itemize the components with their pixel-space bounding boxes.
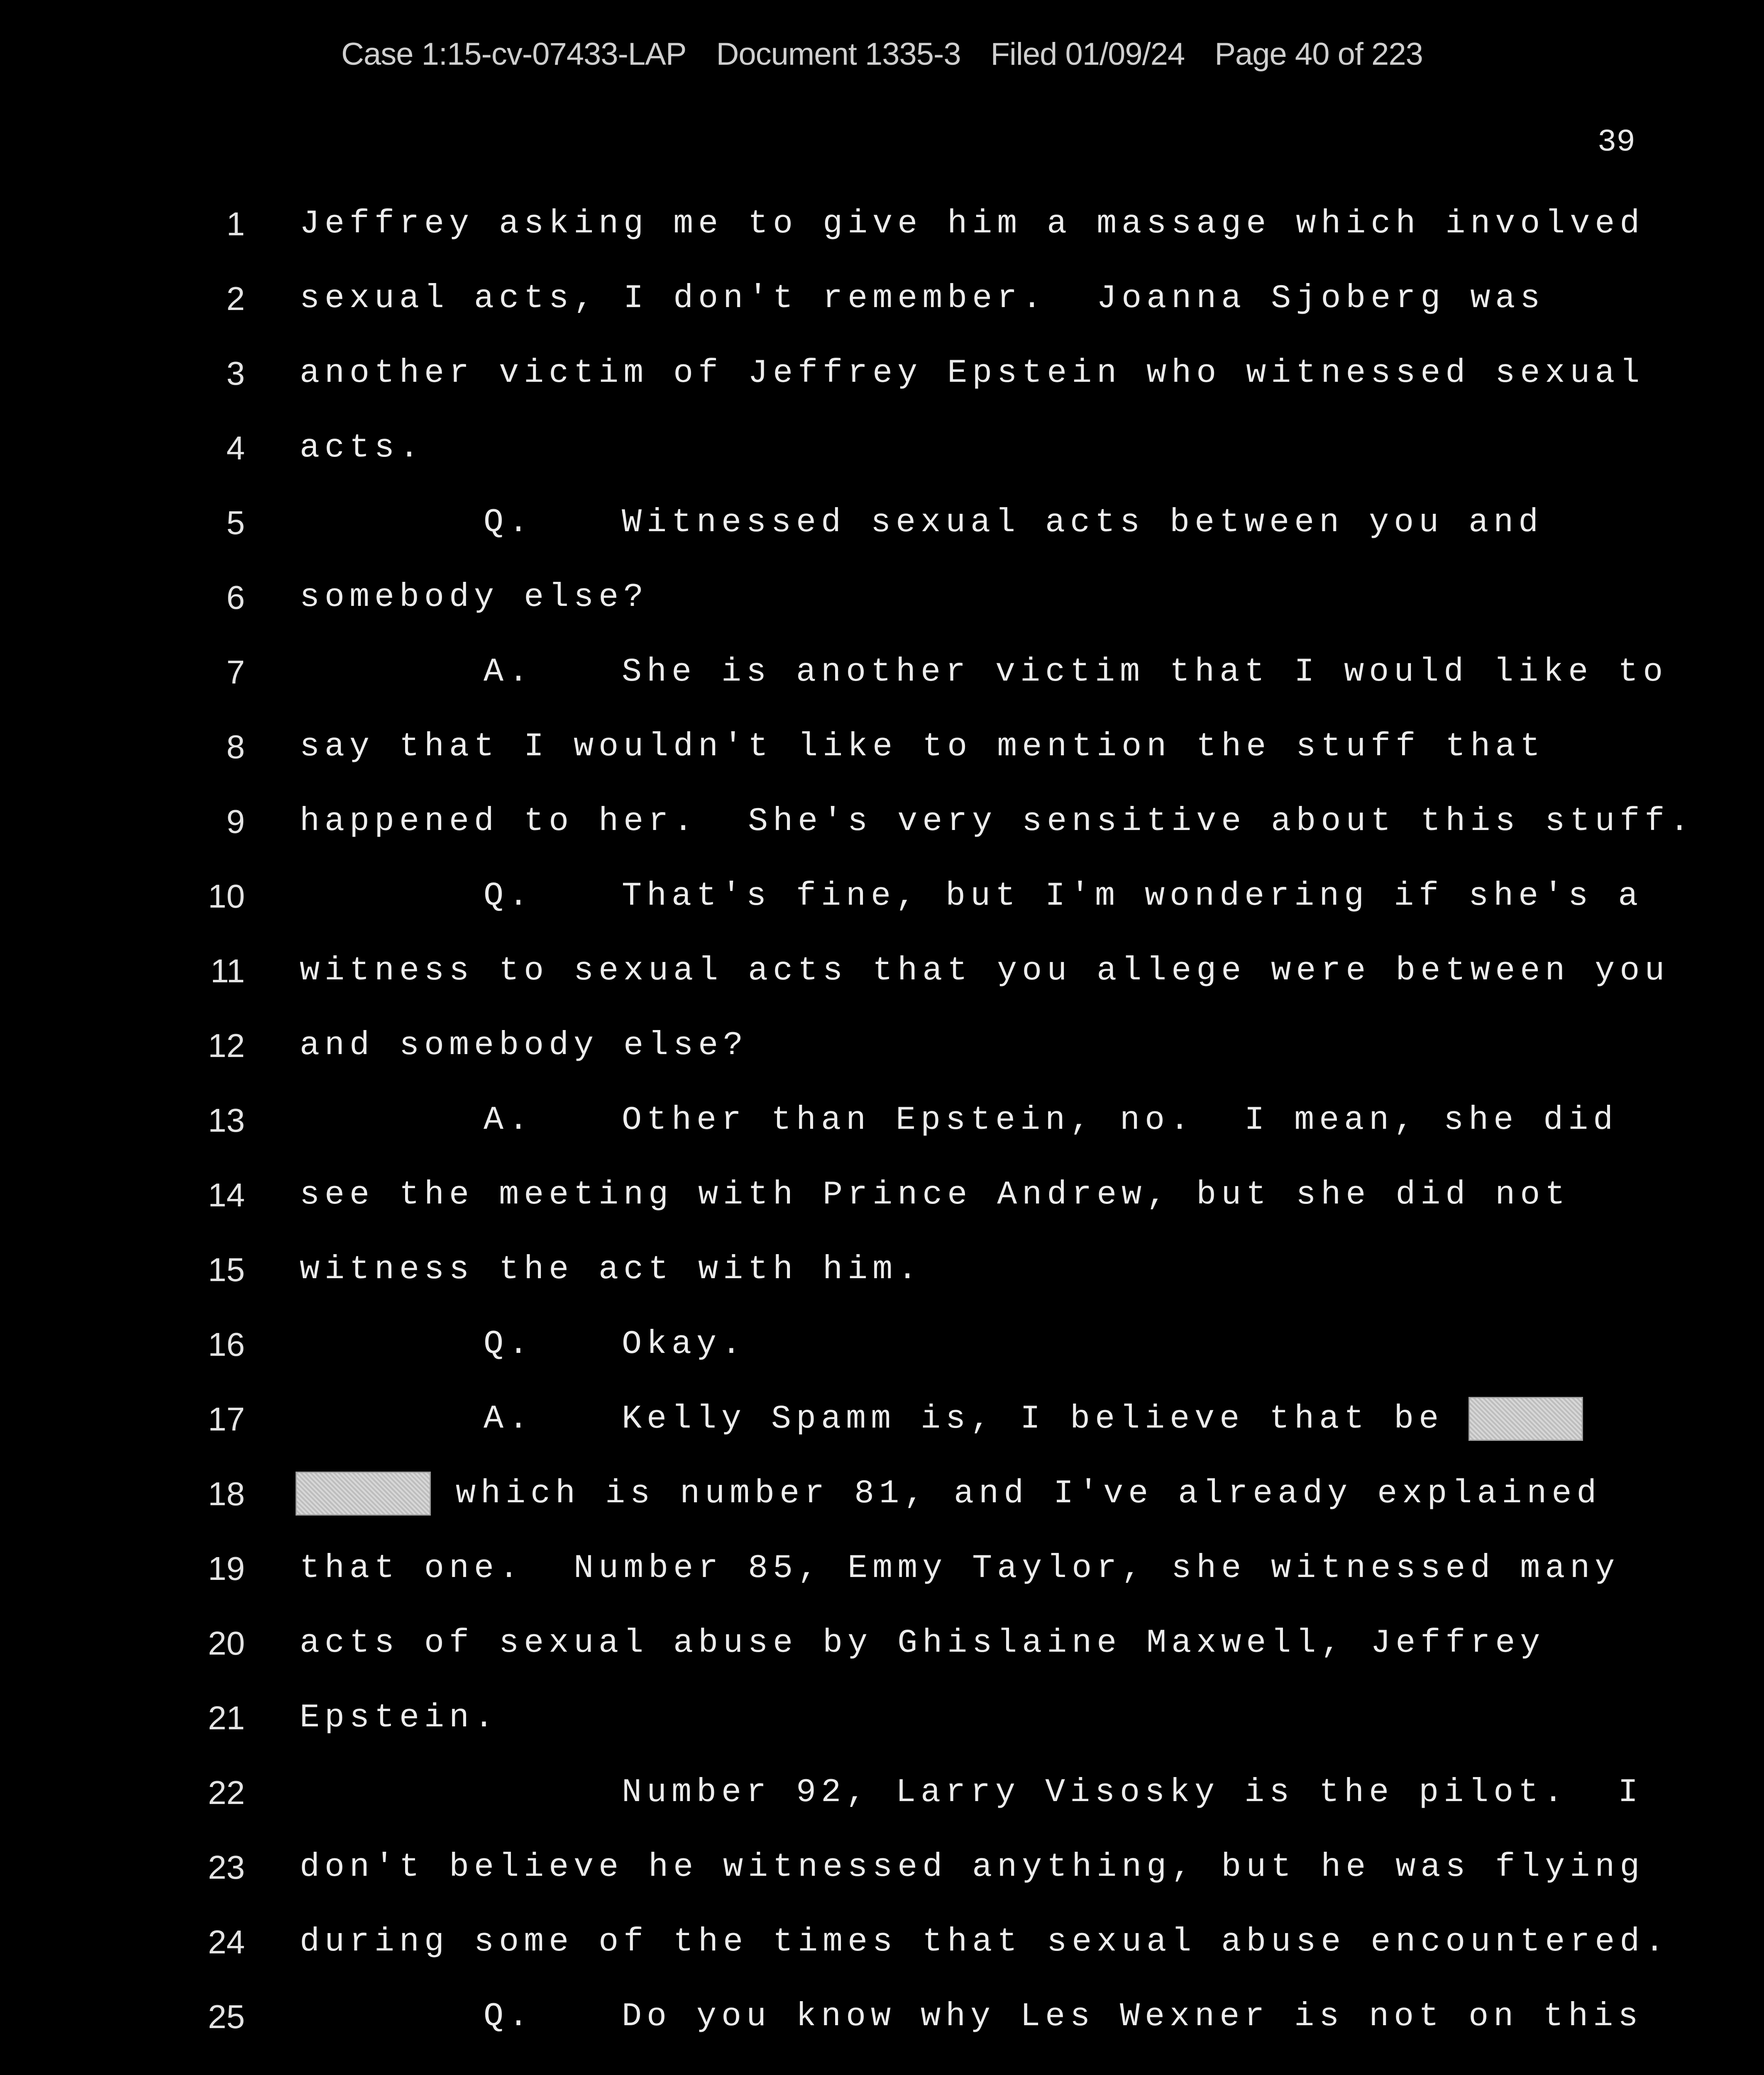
- speaker-tag: Q.: [484, 1998, 534, 2036]
- line-text: acts of sexual abuse by Ghislaine Maxwell, Jeffrey: [300, 1624, 1545, 1662]
- transcript-body: [0, 199, 1764, 2067]
- speaker-tag: A.: [484, 1400, 534, 1438]
- transcript-line: [0, 1245, 1764, 1320]
- line-text: That's fine, but I'm wondering if she's a: [622, 877, 1643, 915]
- line-number: 12: [208, 1027, 245, 1064]
- transcript-line: [0, 274, 1764, 349]
- transcript-line: [0, 1693, 1764, 1768]
- line-number: 3: [226, 355, 245, 392]
- line-text: She is another victim that I would like to: [622, 653, 1668, 691]
- speaker-tag: A.: [484, 1101, 534, 1139]
- line-text: during some of the times that sexual abuse encountered.: [300, 1923, 1670, 1961]
- line-number: 8: [226, 728, 245, 765]
- line-text: don't believe he witnessed anything, but he was flying: [300, 1848, 1645, 1886]
- line-text: see the meeting with Prince Andrew, but she did not: [300, 1176, 1570, 1214]
- line-number: 6: [226, 579, 245, 616]
- line-number: 21: [208, 1699, 245, 1736]
- transcript-line: [0, 1394, 1764, 1469]
- transcript-page-number: 39: [1597, 124, 1635, 160]
- line-number: 5: [226, 504, 245, 541]
- transcript-line: [0, 1170, 1764, 1245]
- redaction-box: [1468, 1397, 1583, 1441]
- line-text: happened to her. She's very sensitive about this stuff.: [300, 803, 1695, 840]
- transcript-line: [0, 1917, 1764, 1992]
- speaker-tag: Q.: [484, 877, 534, 915]
- transcript-line: [0, 423, 1764, 498]
- speaker-tag: Q.: [484, 504, 534, 542]
- transcript-line: [0, 1843, 1764, 1917]
- line-number: 24: [208, 1924, 245, 1960]
- line-number: 11: [210, 952, 245, 989]
- case-header: [0, 29, 1764, 79]
- line-number: 19: [208, 1550, 245, 1587]
- transcript-line: [0, 1021, 1764, 1096]
- line-text: Witnessed sexual acts between you and: [622, 504, 1544, 542]
- line-text: acts.: [300, 429, 425, 467]
- line-number: 1: [226, 205, 245, 242]
- line-text: Other than Epstein, no. I mean, she did: [622, 1101, 1618, 1139]
- line-text: say that I wouldn't like to mention the stuff that: [300, 728, 1545, 766]
- line-text: witness the act with him.: [300, 1251, 923, 1289]
- transcript-line: [0, 946, 1764, 1021]
- transcript-line: [0, 1544, 1764, 1618]
- transcript-line: [0, 498, 1764, 573]
- line-text: witness to sexual acts that you allege were between you: [300, 952, 1670, 990]
- document-number: Document 1335-3: [716, 36, 961, 72]
- line-number: 13: [208, 1102, 245, 1139]
- case-number: Case 1:15-cv-07433-LAP: [341, 36, 687, 72]
- line-number: 18: [208, 1475, 245, 1512]
- line-text: [296, 1469, 1601, 1519]
- line-text: Okay.: [622, 1326, 747, 1363]
- line-number: 16: [208, 1326, 245, 1363]
- transcript-line: [0, 349, 1764, 423]
- line-text-after-redaction: which is number 81, and I've already explained: [456, 1475, 1602, 1513]
- speaker-tag: A.: [484, 653, 534, 691]
- line-text: another victim of Jeffrey Epstein who witnessed sexual: [300, 354, 1645, 392]
- line-text: and somebody else?: [300, 1027, 748, 1064]
- line-text: Do you know why Les Wexner is not on this: [622, 1998, 1643, 2036]
- transcript-line: [0, 647, 1764, 722]
- transcript-line: [0, 797, 1764, 872]
- line-text: Number 92, Larry Visosky is the pilot. I: [622, 1774, 1643, 1811]
- line-number: 10: [208, 878, 245, 915]
- line-number: 15: [208, 1251, 245, 1288]
- line-number: 23: [208, 1849, 245, 1886]
- line-text: that one. Number 85, Emmy Taylor, she witnessed many: [300, 1550, 1620, 1587]
- line-text: Jeffrey asking me to give him a massage which involved: [300, 205, 1645, 243]
- transcript-line: [0, 1768, 1764, 1843]
- line-number: 2: [226, 280, 245, 317]
- line-number: 25: [208, 1998, 245, 2035]
- transcript-line: [0, 1320, 1764, 1394]
- transcript-line: [0, 1469, 1764, 1544]
- transcript-line: [0, 1618, 1764, 1693]
- line-text: [622, 1394, 1583, 1444]
- transcript-line: [0, 1096, 1764, 1170]
- transcript-line: [0, 722, 1764, 797]
- page-of-total: Page 40 of 223: [1214, 36, 1423, 72]
- transcript-line: [0, 199, 1764, 274]
- line-number: 17: [208, 1401, 245, 1438]
- line-number: 4: [226, 430, 245, 466]
- redaction-box: [296, 1472, 431, 1516]
- line-number: 14: [208, 1177, 245, 1213]
- line-number: 9: [226, 803, 245, 840]
- line-text: sexual acts, I don't remember. Joanna Sjoberg was: [300, 280, 1545, 317]
- filed-date: Filed 01/09/24: [990, 36, 1185, 72]
- line-number: 20: [208, 1625, 245, 1662]
- line-text: somebody else?: [300, 579, 649, 616]
- transcript-line: [0, 872, 1764, 946]
- line-text-before-redaction: Kelly Spamm is, I believe that be: [622, 1400, 1444, 1438]
- line-text: Epstein.: [300, 1699, 499, 1737]
- transcript-line: [0, 1992, 1764, 2067]
- transcript-line: [0, 573, 1764, 647]
- line-number: 7: [226, 654, 245, 691]
- line-number: 22: [208, 1774, 245, 1811]
- speaker-tag: Q.: [484, 1326, 534, 1363]
